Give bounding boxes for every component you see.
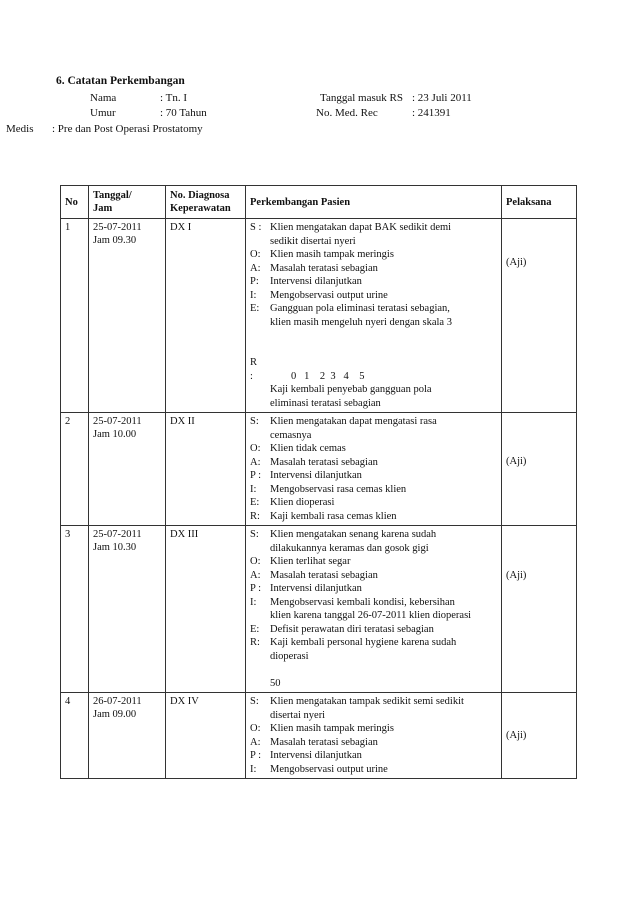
- soap-key: O:: [250, 249, 261, 260]
- soap-key: E:: [250, 497, 260, 508]
- soap-key: E:: [250, 623, 260, 635]
- soap-line: cemasnya: [270, 429, 312, 441]
- row-time: Jam 09.30: [93, 235, 137, 246]
- soap-line: Klien masih tampak meringis: [270, 249, 394, 260]
- soap-line: Mengobservasi output urine: [270, 289, 388, 301]
- soap-line: Masalah teratasi sebagian: [270, 569, 378, 581]
- soap-line: Intervensi dilanjutkan: [270, 750, 362, 761]
- soap-key: [250, 316, 270, 330]
- row-time: Jam 09.00: [93, 709, 137, 720]
- row-time: Jam 10.30: [93, 542, 137, 553]
- soap-key: I:: [250, 596, 257, 608]
- header-perkembangan: Perkembangan Pasien: [246, 186, 502, 219]
- header-diagnosa-line1: No. Diagnosa: [170, 190, 230, 201]
- row-diagnosa: DX II: [166, 413, 246, 526]
- soap-key: R:: [250, 637, 260, 648]
- med-rec-value: : 241391: [412, 107, 451, 119]
- soap-key: O:: [250, 556, 261, 567]
- table-row: [61, 526, 577, 693]
- soap-key: [250, 650, 270, 664]
- diagnosa-medis-label: Medis: [6, 123, 34, 135]
- soap-key: [250, 397, 270, 411]
- soap-keys: [250, 221, 270, 410]
- row-tanggal: [89, 693, 166, 779]
- umur-value: : 70 Tahun: [160, 107, 207, 119]
- row-no: 3: [61, 526, 89, 693]
- soap-line: dioperasi: [270, 650, 309, 662]
- soap-key: S :: [250, 222, 262, 233]
- header-diagnosa-line2: Keperawatan: [170, 203, 231, 214]
- soap-key: [250, 343, 270, 357]
- row-date: 25-07-2011: [93, 222, 142, 233]
- row-date: 26-07-2011: [93, 696, 142, 707]
- soap-line: Klien terlihat segar: [270, 556, 351, 567]
- soap-keys: [250, 528, 270, 690]
- soap-key: [250, 429, 270, 443]
- pelaksana-name: (Aji): [506, 456, 527, 467]
- header-diagnosa: [166, 186, 246, 219]
- soap-line: Masalah teratasi sebagian: [270, 736, 378, 748]
- soap-line: Mengobservasi output urine: [270, 763, 388, 775]
- row-date: 25-07-2011: [93, 416, 142, 427]
- row-tanggal: [89, 219, 166, 413]
- soap-key: [250, 383, 270, 397]
- soap-line: Mengobservasi rasa cemas klien: [270, 483, 407, 495]
- row-pelaksana: [502, 693, 577, 779]
- soap-line: Kaji kembali penyebab gangguan pola: [270, 384, 432, 395]
- soap-line: Intervensi dilanjutkan: [270, 470, 362, 481]
- pelaksana-name: (Aji): [506, 256, 527, 268]
- row-diagnosa: DX I: [166, 219, 246, 413]
- row-date: 25-07-2011: [93, 529, 142, 540]
- soap-key: [250, 677, 270, 691]
- soap-key: P :: [250, 750, 261, 761]
- soap-line: disertai nyeri: [270, 709, 326, 721]
- soap-key: [250, 709, 270, 723]
- pelaksana-name: (Aji): [506, 730, 527, 741]
- row-tanggal: [89, 413, 166, 526]
- row-pelaksana: [502, 219, 577, 413]
- soap-key: A:: [250, 569, 261, 581]
- header-tanggal: [89, 186, 166, 219]
- soap-line: Klien tidak cemas: [270, 443, 346, 454]
- soap-key: [250, 542, 270, 556]
- soap-key: :: [250, 370, 253, 382]
- pain-scale: 0 1 2 3 4 5: [270, 370, 365, 382]
- table-row: [61, 219, 577, 413]
- soap-line: Mengobservasi kembali kondisi, kebersihan: [270, 596, 455, 608]
- row-diagnosa: DX III: [166, 526, 246, 693]
- soap-lines: [270, 695, 497, 776]
- row-perkembangan: [246, 693, 502, 779]
- header-no: No: [61, 186, 89, 219]
- soap-key: A:: [250, 262, 261, 274]
- row-perkembangan: [246, 526, 502, 693]
- soap-line: Kaji kembali rasa cemas klien: [270, 510, 397, 522]
- soap-line: Defisit perawatan diri teratasi sebagian: [270, 623, 434, 635]
- row-time: Jam 10.00: [93, 429, 137, 440]
- table-row: [61, 693, 577, 779]
- pelaksana-name: (Aji): [506, 570, 527, 581]
- soap-key: P :: [250, 583, 261, 594]
- tanggal-masuk-label: Tanggal masuk RS: [320, 92, 403, 104]
- row-perkembangan: [246, 219, 502, 413]
- soap-line: sedikit disertai nyeri: [270, 235, 356, 247]
- soap-line: eliminasi teratasi sebagian: [270, 397, 381, 409]
- soap-lines: [270, 221, 497, 410]
- soap-key: [250, 329, 270, 343]
- soap-key: O:: [250, 723, 261, 734]
- umur-label: Umur: [90, 107, 116, 119]
- header-tanggal-line2: Jam: [93, 203, 113, 214]
- soap-line: [270, 356, 497, 370]
- soap-key: S:: [250, 416, 259, 427]
- soap-key: E:: [250, 303, 260, 314]
- soap-line: Klien mengatakan senang karena sudah: [270, 529, 437, 540]
- soap-line: klien masih mengeluh nyeri dengan skala 3: [270, 316, 452, 328]
- med-rec-label: No. Med. Rec: [316, 107, 378, 119]
- row-perkembangan: [246, 413, 502, 526]
- soap-line: [270, 329, 497, 343]
- soap-key: S:: [250, 696, 259, 707]
- table-row: [61, 413, 577, 526]
- row-diagnosa: DX IV: [166, 693, 246, 779]
- soap-keys: [250, 415, 270, 523]
- header-tanggal-line1: Tanggal/: [93, 190, 132, 201]
- soap-line: Masalah teratasi sebagian: [270, 262, 378, 274]
- soap-line: Gangguan pola eliminasi teratasi sebagian,: [270, 303, 450, 314]
- soap-key: S:: [250, 529, 259, 540]
- soap-key: [250, 609, 270, 623]
- section-title: 6. Catatan Perkembangan: [56, 75, 185, 87]
- row-pelaksana: [502, 413, 577, 526]
- nama-value: : Tn. I: [160, 92, 187, 104]
- soap-line: Klien dioperasi: [270, 497, 335, 508]
- soap-lines: [270, 528, 497, 690]
- soap-key: A:: [250, 736, 261, 748]
- soap-key: [250, 235, 270, 249]
- soap-line: dilakukannya keramas dan gosok gigi: [270, 542, 429, 554]
- row-no: 1: [61, 219, 89, 413]
- row-tanggal: [89, 526, 166, 693]
- soap-line: Klien mengatakan dapat BAK sedikit demi: [270, 222, 452, 233]
- soap-key: P :: [250, 470, 261, 481]
- nama-label: Nama: [90, 92, 117, 104]
- progress-notes-table: [60, 185, 577, 779]
- soap-line: Kaji kembali personal hygiene karena sudah: [270, 637, 457, 648]
- soap-line: [270, 663, 497, 677]
- soap-key: P:: [250, 276, 259, 287]
- soap-lines: [270, 415, 497, 523]
- soap-line: Intervensi dilanjutkan: [270, 583, 362, 594]
- soap-key: R:: [250, 510, 260, 522]
- page-number: 50: [270, 677, 281, 689]
- soap-key: I:: [250, 483, 257, 495]
- soap-key: I:: [250, 763, 257, 775]
- soap-line: Klien masih tampak meringis: [270, 723, 394, 734]
- soap-key: R: [250, 357, 258, 368]
- soap-line: Klien mengatakan dapat mengatasi rasa: [270, 416, 437, 427]
- header-pelaksana: Pelaksana: [502, 186, 577, 219]
- soap-key: I:: [250, 289, 257, 301]
- tanggal-masuk-value: : 23 Juli 2011: [412, 92, 472, 104]
- soap-key: [250, 663, 270, 677]
- soap-line: Intervensi dilanjutkan: [270, 276, 362, 287]
- soap-keys: [250, 695, 270, 776]
- table-header-row: [61, 186, 577, 219]
- soap-key: O:: [250, 443, 261, 454]
- soap-line: Masalah teratasi sebagian: [270, 456, 378, 468]
- row-no: 4: [61, 693, 89, 779]
- row-pelaksana: [502, 526, 577, 693]
- diagnosa-medis-value: : Pre dan Post Operasi Prostatomy: [52, 123, 203, 135]
- soap-line: [270, 343, 497, 357]
- soap-line: klien karena tanggal 26-07-2011 klien dioperasi: [270, 610, 472, 621]
- row-no: 2: [61, 413, 89, 526]
- soap-key: A:: [250, 456, 261, 468]
- soap-line: Klien mengatakan tampak sedikit semi sedikit: [270, 696, 464, 707]
